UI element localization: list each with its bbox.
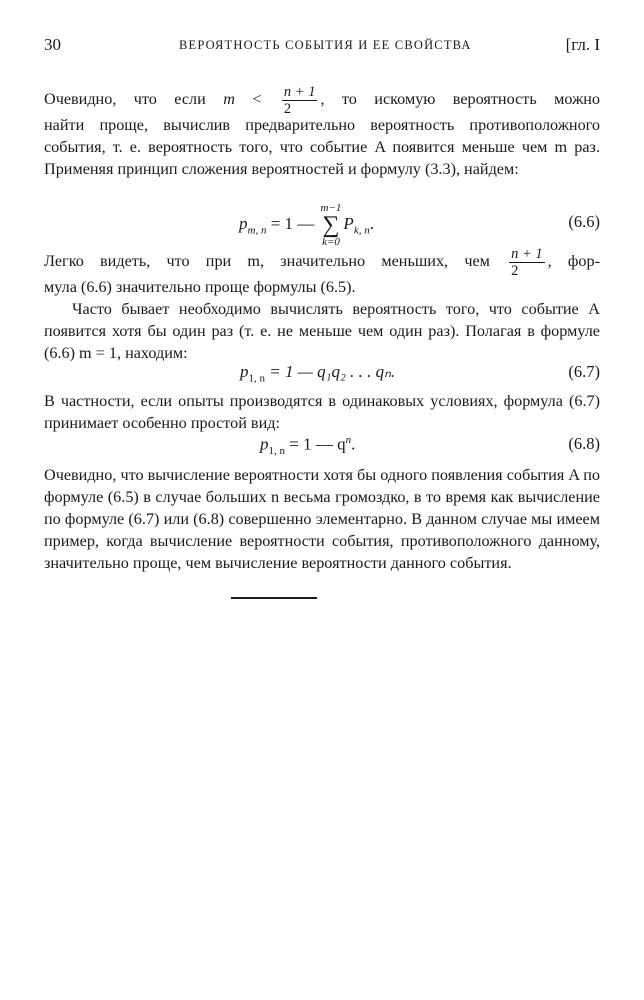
paragraph-3: Часто бывает необходимо вычислять вероятность того, что событие A появится хотя бы один раз (т. е. не меньше чем один раз). Полагая в формуле (6.6) m = 1, находим: bbox=[44, 300, 600, 362]
paragraph-5: Очевидно, что вычисление вероятности хотя бы одного появления события A по формуле (6.5) в случае больших n весьма громоздко, в то время как вычисление по формуле (6.7) или (6.8) совершенно элементарно. В данном случае мы имеем пример, когда вычисление вероятности события, противоположного данному, значительно проще, чем вычисление вероятности данного события. bbox=[44, 466, 600, 572]
book-page bbox=[44, 30, 601, 572]
end-rule-divider bbox=[231, 597, 317, 599]
equation-6-8: $p_{1, n} = 1$ — $q^n$. (6.8) bbox=[260, 434, 600, 458]
paragraph-1-line-1: Очевидно, что если m < $\frac{n + 1}{2}$ , то искомую вероятность можно bbox=[44, 84, 601, 117]
running-title: ВЕРОЯТНОСТЬ СОБЫТИЯ И ЕЕ СВОЙСТВА bbox=[179, 38, 472, 52]
equation-6-7: $p_{1, n} = 1$ — q₁q₂ . . . qₙ. (6.7) bbox=[240, 362, 600, 385]
fraction-n-plus-1-over-2-b: $\frac{n + 1}{2}$ bbox=[511, 246, 543, 279]
paragraph-4: В частности, если опыты производятся в одинаковых условиях, формула (6.7) принимает особенно простой вид: bbox=[44, 392, 600, 432]
paragraph-1-rest: найти проще, вычислив предварительно вероятность противоположного события, т. е. вероятность того, что событие A появится меньше чем m раз. Применяя принцип сложения вероятностей и формулу (3.3), найдем: bbox=[44, 116, 600, 178]
equation-6-6: $p_{m, n} = 1$ — m−1 ∑ $k=0P_{k, n}$. (6.6) bbox=[239, 202, 600, 248]
chapter-reference: [гл. I bbox=[565, 35, 600, 54]
page-number: 30 bbox=[44, 35, 61, 54]
page-header bbox=[44, 30, 600, 60]
fraction-n-plus-1-over-2: $\frac{n + 1}{2}$ bbox=[283, 84, 316, 117]
equation-number-6-6: (6.6) bbox=[568, 212, 600, 231]
equation-number-6-8: (6.8) bbox=[568, 434, 600, 453]
summation-sign: m−1 ∑ k=0 bbox=[320, 202, 342, 248]
paragraph-2-line-2: мула (6.6) значительно проще формулы (6.5). bbox=[44, 278, 356, 296]
equation-number-6-7: (6.7) bbox=[568, 362, 600, 381]
paragraph-2-line-1: Легко видеть, что при m, значительно меньших, чем $\frac{n + 1}{2}$ , фор- bbox=[44, 246, 600, 279]
